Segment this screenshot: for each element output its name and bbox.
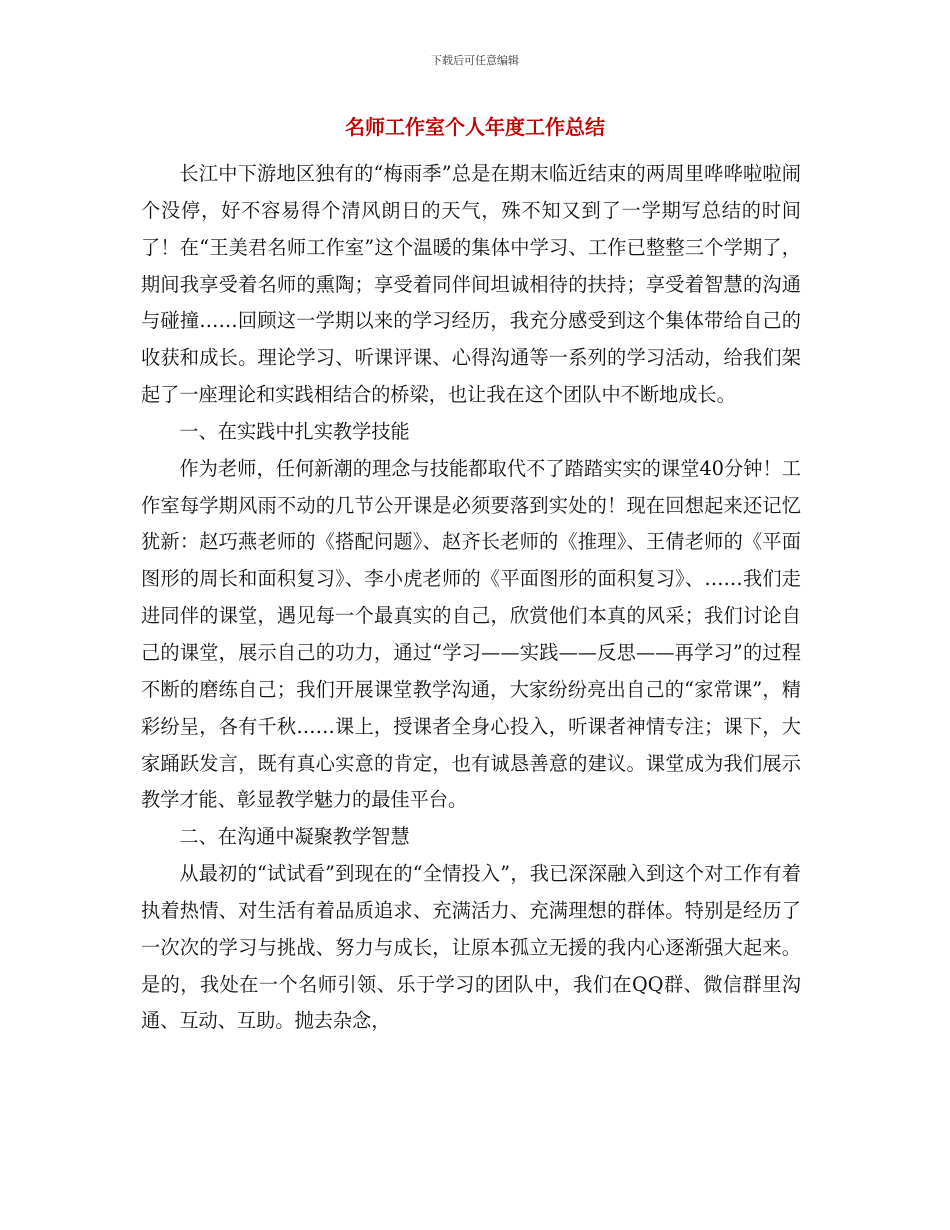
paragraph-section-2: 从最初的“试试看”到现在的“全情投入”，我已深深融入到这个对工作有着执着热情、对生活有着品质追求、充满活力、充满理想的群体。特别是经历了一次次的学习与挑战、努力与成长，让原本孤立无援的我内心逐渐强大起来。是的，我处在一个名师引领、乐于学习的团队中，我们在QQ群、微信群里沟通、互动、互助。抛去杂念， [141,862,801,1033]
paragraph-intro: 长江中下游地区独有的“梅雨季”总是在期末临近结束的两周里哗哗啦啦闹个没停，好不容易得个清风朗日的天气，殊不知又到了一学期写总结的时间了！在“王美君名师工作室”这个温暖的集体中学习、工作已整整三个学期了，期间我享受着名师的熏陶；享受着同伴间坦诚相待的扶持；享受着智慧的沟通与碰撞……回顾这一学期以来的学习经历，我充分感受到这个集体带给自己的收获和成长。理论学习、听课评课、心得沟通等一系列的学习活动，给我们架起了一座理论和实践相结合的桥梁，也让我在这个团队中不断地成长。 [141,162,801,407]
paragraph-section-1: 作为老师，任何新潮的理念与技能都取代不了踏踏实实的课堂40分钟！工作室每学期风雨不动的几节公开课是必须要落到实处的！现在回想起来还记忆犹新：赵巧燕老师的《搭配问题》、赵齐长老师的《推理》、王倩老师的《平面图形的周长和面积复习》、李小虎老师的《平面图形的面积复习》、……我们走进同伴的课堂，遇见每一个最真实的自己，欣赏他们本真的风采；我们讨论自己的课堂，展示自己的功力，通过“学习——实践——反思——再学习”的过程不断的磨练自己；我们开展课堂教学沟通，大家纷纷亮出自己的“家常课”，精彩纷呈，各有千秋……课上，授课者全身心投入，听课者神情专注；课下，大家踊跃发言，既有真心实意的肯定，也有诚恳善意的建议。课堂成为我们展示教学才能、彰显教学魅力的最佳平台。 [141,456,801,812]
document-body [141,156,801,1040]
document-title: 名师工作室个人年度工作总结 [345,115,605,139]
section-heading-2: 二、在沟通中凝聚教学智慧 [179,825,410,849]
page-header: 下载后可任意编辑 [431,54,519,67]
section-heading-1: 一、在实践中扎实教学技能 [179,419,410,443]
